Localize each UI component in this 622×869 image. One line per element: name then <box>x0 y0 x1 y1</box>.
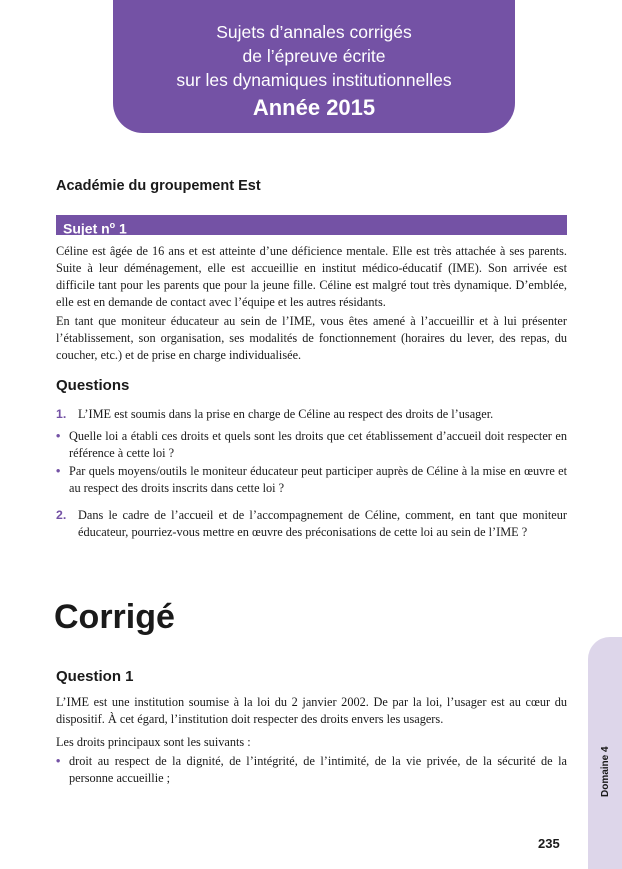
banner-line-2: de l’épreuve écrite <box>242 46 386 66</box>
banner-line-3: sur les dynamiques institutionnelles <box>176 70 452 90</box>
intro-paragraph-2: En tant que moniteur éducateur au sein de l’IME, vous êtes amené à l’accueillir et à lui présenter l’établissement, son organisation, ses modalités de fonctionnement (horaires du lever, des repas, du coucher, etc.) et de prise en charge individualisée. <box>56 314 567 362</box>
question-2-marker: 2. <box>56 508 67 522</box>
question-1-marker: 1. <box>56 407 67 421</box>
bullet-marker: • <box>56 754 61 768</box>
bullet-text: droit au respect de la dignité, de l’intégrité, de l’intimité, de la vie privée, de la sécurité de la personne accueillie ; <box>69 754 567 785</box>
bullet-marker: • <box>56 464 61 478</box>
academie-heading: Académie du groupement Est <box>56 178 261 194</box>
page-number: 235 <box>538 836 560 851</box>
sujet-number: 1 <box>115 220 127 237</box>
sujet-label-sup: o <box>109 220 116 230</box>
sujet-label: Sujet n <box>63 220 110 237</box>
sujet-heading-bar <box>56 215 567 235</box>
question-2 <box>56 507 567 541</box>
corrige-bullet-1 <box>56 753 567 787</box>
intro-paragraph-1: Céline est âgée de 16 ans et est atteinte d’une déficience mentale. Elle est très attachée à ses parents. Suite à leur déménagement, elle est accueillie en institut médico-éducatif (IME). Son arrivée est difficile tant pour les parents que pour la jeune fille. Céline est malgré tout très dynamique. D’emblée, elle est en demande de contact avec l’équipe et les autres résidants. <box>56 244 567 309</box>
bullet-text: Par quels moyens/outils le moniteur éducateur peut participer auprès de Céline à la mise en œuvre et au respect des droits inscrits dans cette loi ? <box>69 464 567 495</box>
domain-side-label: Domaine 4 <box>600 746 611 797</box>
question-1-bullet-2 <box>56 463 567 497</box>
question-1-bullet-1 <box>56 428 567 462</box>
title-banner <box>113 0 515 133</box>
corrige-paragraph-2: Les droits principaux sont les suivants : <box>56 735 251 749</box>
corrige-paragraph-1: L’IME est une institution soumise à la loi du 2 janvier 2002. De par la loi, l’usager est au cœur du dispositif. À cet égard, l’institution doit respecter des droits envers les usagers. <box>56 695 567 726</box>
banner-year: Année 2015 <box>252 95 376 120</box>
question-1 <box>56 406 567 423</box>
bullet-marker: • <box>56 429 61 443</box>
banner-line-1: Sujets d’annales corrigés <box>216 22 412 42</box>
corrige-title: Corrigé <box>54 598 175 636</box>
question-2-text: Dans le cadre de l’accueil et de l’accompagnement de Céline, comment, en tant que moniteur éducateur, pourriez-vous mettre en œuvre des préconisations de cette loi au sein de l’IME ? <box>78 508 567 539</box>
questions-heading: Questions <box>56 377 130 394</box>
question-1-text: L’IME est soumis dans la prise en charge de Céline au respect des droits de l’usager. <box>78 407 494 421</box>
bullet-text: Quelle loi a établi ces droits et quels sont les droits que cet établissement d’accueil doit respecter en référence à cette loi ? <box>69 429 567 460</box>
corrige-question-1-heading: Question 1 <box>56 668 134 685</box>
